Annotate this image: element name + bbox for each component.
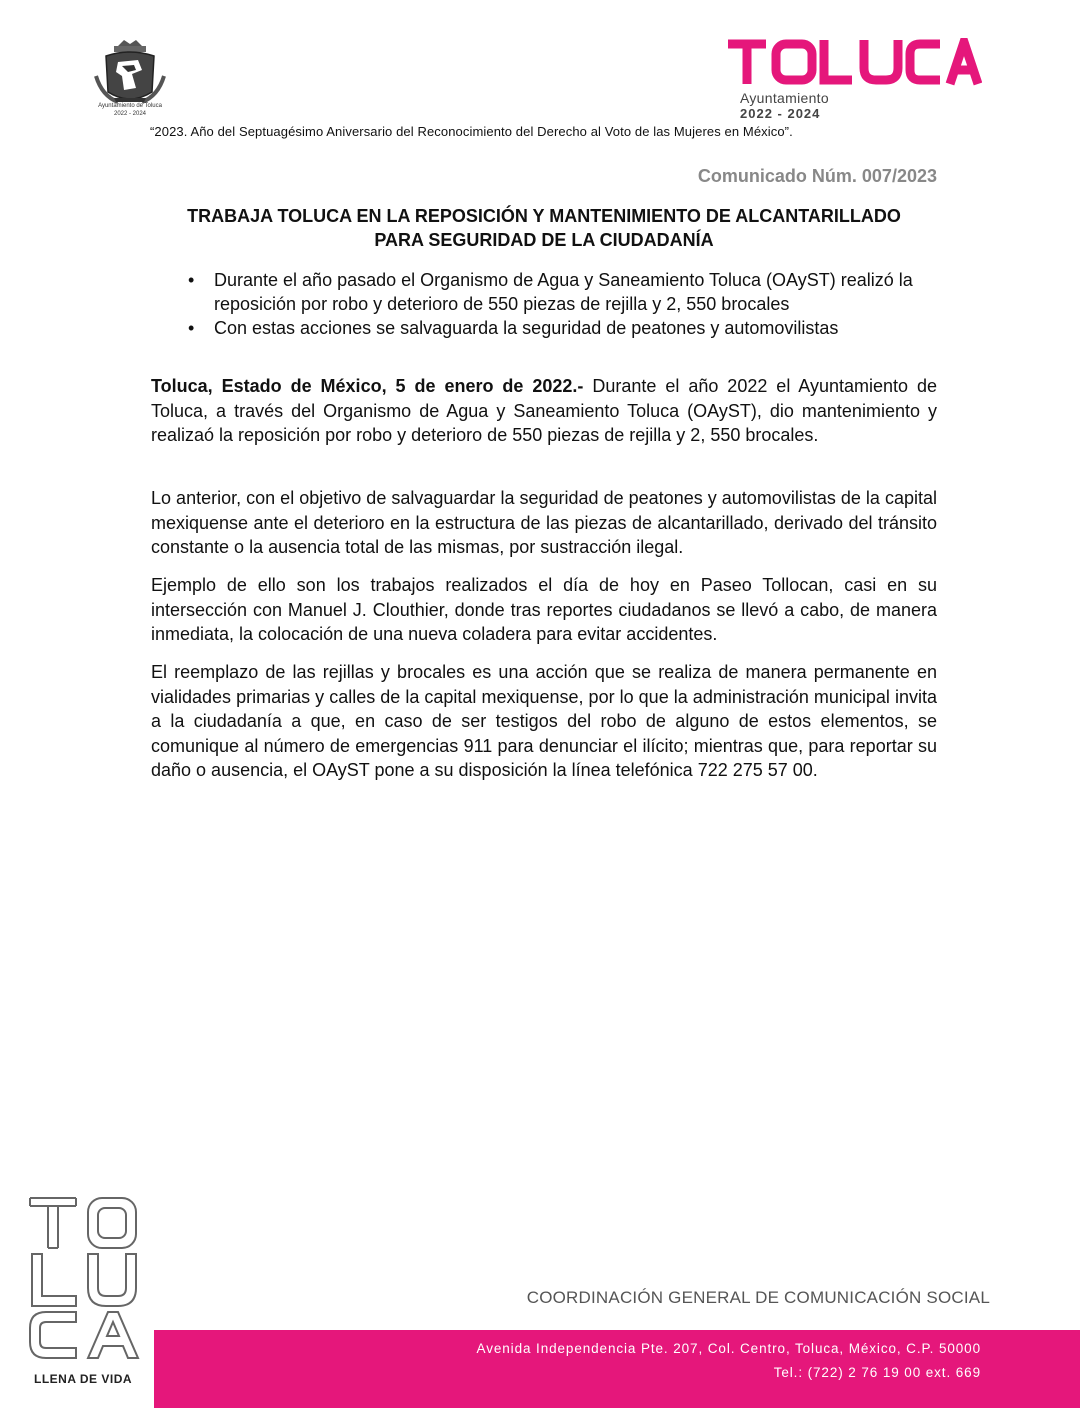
logo-years: 2022 - 2024 <box>740 106 821 121</box>
headline-line-1: TRABAJA TOLUCA EN LA REPOSICIÓN Y MANTENIMIENTO DE ALCANTARILLADO <box>187 206 901 226</box>
bullet-icon: • <box>188 270 195 290</box>
logo-subtitle: Ayuntamiento <box>740 90 829 106</box>
footer-phone: Tel.: (722) 2 76 19 00 ext. 669 <box>773 1365 981 1380</box>
seal-caption-years: 2022 - 2024 <box>113 111 147 117</box>
bullet-icon: • <box>188 318 195 338</box>
toluca-logo <box>726 38 982 86</box>
year-motto: “2023. Año del Septuagésimo Aniversario del Reconocimiento del Derecho al Voto de las Mujeres en México”. <box>150 124 793 139</box>
coordination-title: COORDINACIÓN GENERAL DE COMUNICACIÓN SOCIAL <box>526 1288 990 1307</box>
paragraph-4: El reemplazo de las rejillas y brocales es una acción que se realiza de manera permanente en vialidades primarias y calles de la capital mexiquense, por lo que la administración municipal invita a la ciudadanía a que, en caso de ser testigos del robo de alguno de estos elementos, se comunique al número de emergencias 911 para denunciar el ilícito; mientras que, para reportar su daño o ausencia, el OAyST pone a su disposición la línea telefónica 722 275 57 00. <box>151 662 937 780</box>
seal-caption: Ayuntamiento de Toluca <box>98 103 162 109</box>
bullet-text: Durante el año pasado el Organismo de Agua y Saneamiento Toluca (OAyST) realizó la reposición por robo y deterioro de 550 piezas de rejilla y 2, 550 brocales <box>214 270 913 314</box>
paragraph-3: Ejemplo de ello son los trabajos realizados el día de hoy en Paseo Tollocan, casi en su intersección con Manuel J. Clouthier, donde tras reportes ciudadanos se llevó a cabo, de manera inmediata, la colocación de una nueva coladera para evitar accidentes. <box>151 575 937 644</box>
headline <box>150 204 938 252</box>
dateline: Toluca, Estado de México, 5 de enero de 2022.- <box>151 376 584 396</box>
paragraph-1-text: Durante el año 2022 el Ayuntamiento de Toluca, a través del Organismo de Agua y Saneamiento Toluca (OAyST), dio mantenimiento y realizaó la reposición por robo y deterioro de 550 piezas de rejilla y 2, 550 brocales. <box>151 376 937 445</box>
paragraph-2: Lo anterior, con el objetivo de salvaguardar la seguridad de peatones y automovilistas de la capital mexiquense ante el deterioro en la estructura de las piezas de alcantarillado, derivado del tránsito constante o la ausencia total de las mismas, por sustracción ilegal. <box>151 488 937 557</box>
headline-line-2: PARA SEGURIDAD DE LA CIUDADANÍA <box>374 230 714 250</box>
tagline: LLENA DE VIDA <box>34 1372 133 1386</box>
bullet-item <box>188 268 948 316</box>
toluca-outline-logo <box>26 1192 144 1364</box>
bullet-text: Con estas acciones se salvaguarda la seguridad de peatones y automovilistas <box>214 318 839 338</box>
comunicado-number: Comunicado Núm. 007/2023 <box>697 166 937 186</box>
footer-address: Avenida Independencia Pte. 207, Col. Centro, Toluca, México, C.P. 50000 <box>476 1341 981 1356</box>
bullet-item <box>188 316 948 340</box>
summary-bullets <box>188 268 948 340</box>
paragraph-1 <box>151 374 937 448</box>
coat-of-arms-seal <box>88 36 172 122</box>
